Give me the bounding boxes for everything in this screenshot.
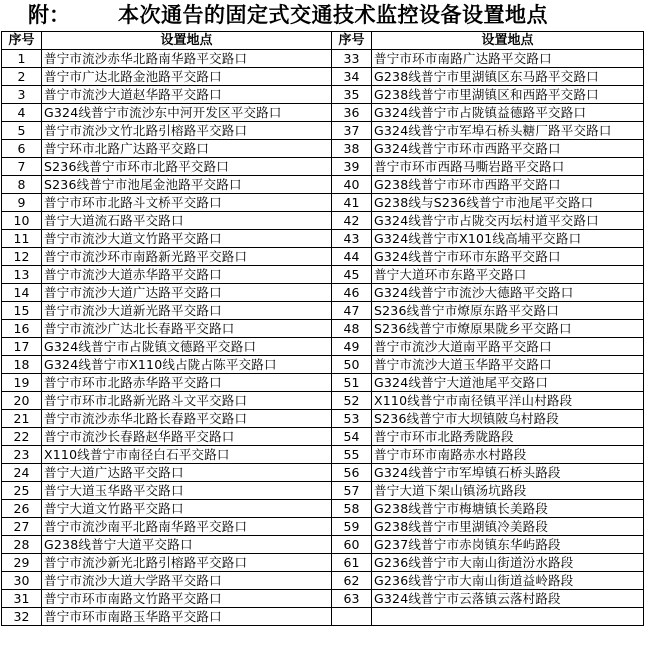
location-cell-right: 普宁大道下架山镇汤坑路段 <box>372 482 644 500</box>
table-row <box>2 140 644 158</box>
row-number-right: 62 <box>332 572 372 590</box>
table-row <box>2 464 644 482</box>
table-row <box>2 302 644 320</box>
table-row <box>2 248 644 266</box>
row-number-right: 45 <box>332 266 372 284</box>
row-number-right: 55 <box>332 446 372 464</box>
location-cell-right: 普宁市流沙大道玉华路平交路口 <box>372 356 644 374</box>
location-cell-left: 普宁市流沙大道新光路平交路口 <box>42 302 332 320</box>
row-number-right: 39 <box>332 158 372 176</box>
location-cell-right: G238线普宁市里湖镇区和西路平交路口 <box>372 86 644 104</box>
location-cell-left: G324线普宁市流沙东中河开发区平交路口 <box>42 104 332 122</box>
row-number-right: 51 <box>332 374 372 392</box>
row-number-left: 25 <box>2 482 42 500</box>
row-number-right: 52 <box>332 392 372 410</box>
location-cell-right: G236线普宁市大南山街道益岭路段 <box>372 572 644 590</box>
row-number-left: 2 <box>2 68 42 86</box>
row-number-left: 19 <box>2 374 42 392</box>
location-cell-right: G236线普宁市大南山街道汾水路段 <box>372 554 644 572</box>
row-number-left: 7 <box>2 158 42 176</box>
location-cell-left: 普宁市流沙文竹北路引榕路平交路口 <box>42 122 332 140</box>
location-cell-right: G324线普宁市流沙大德路平交路口 <box>372 284 644 302</box>
location-cell-right <box>372 608 644 626</box>
row-number-right: 36 <box>332 104 372 122</box>
table-row <box>2 392 644 410</box>
row-number-right: 61 <box>332 554 372 572</box>
location-cell-left: 普宁大道广达路平交路口 <box>42 464 332 482</box>
row-number-right: 63 <box>332 590 372 608</box>
table-row <box>2 410 644 428</box>
row-number-right: 47 <box>332 302 372 320</box>
row-number-left: 1 <box>2 50 42 68</box>
table-row <box>2 320 644 338</box>
location-cell-left: 普宁市环市南路文竹路平交路口 <box>42 590 332 608</box>
row-number-right: 59 <box>332 518 372 536</box>
location-cell-right: G238线普宁市里湖镇区东马路平交路口 <box>372 68 644 86</box>
row-number-left: 26 <box>2 500 42 518</box>
row-number-right: 41 <box>332 194 372 212</box>
row-number-left: 16 <box>2 320 42 338</box>
table-row <box>2 500 644 518</box>
table-row <box>2 482 644 500</box>
row-number-right: 58 <box>332 500 372 518</box>
table-row <box>2 536 644 554</box>
row-number-right: 56 <box>332 464 372 482</box>
location-cell-right: G324线普宁市占陇镇益德路平交路口 <box>372 104 644 122</box>
table-row <box>2 374 644 392</box>
location-cell-right: G324线普宁市环市东路平交路口 <box>372 248 644 266</box>
row-number-left: 3 <box>2 86 42 104</box>
row-number-left: 20 <box>2 392 42 410</box>
row-number-right: 38 <box>332 140 372 158</box>
table-row <box>2 518 644 536</box>
row-number-left: 4 <box>2 104 42 122</box>
table-row <box>2 68 644 86</box>
location-cell-left: 普宁市环市北路斗文桥平交路口 <box>42 194 332 212</box>
table-row <box>2 554 644 572</box>
row-number-left: 13 <box>2 266 42 284</box>
row-number-right: 48 <box>332 320 372 338</box>
table-header-row <box>2 32 644 50</box>
row-number-right: 57 <box>332 482 372 500</box>
table-row <box>2 176 644 194</box>
table-row <box>2 356 644 374</box>
location-cell-left: 普宁市流沙长春路赵华路平交路口 <box>42 428 332 446</box>
location-cell-right: G324线普宁市环市西路平交路口 <box>372 140 644 158</box>
row-number-left: 28 <box>2 536 42 554</box>
location-cell-left: 普宁市环市北路赤华路平交路口 <box>42 374 332 392</box>
location-cell-left: 普宁大道流石路平交路口 <box>42 212 332 230</box>
table-row <box>2 608 644 626</box>
title-prefix: 附： <box>28 3 70 27</box>
row-number-right: 42 <box>332 212 372 230</box>
location-cell-left: 普宁环市北路广达路平交路口 <box>42 140 332 158</box>
location-cell-right: G324线普宁市占陇交丙坛村道平交路口 <box>372 212 644 230</box>
location-cell-right: G324线普宁市云落镇云落村路段 <box>372 590 644 608</box>
location-cell-left: 普宁市流沙大道赤华路平交路口 <box>42 266 332 284</box>
location-cell-right: 普宁市环市南路广达路平交路口 <box>372 50 644 68</box>
header-seq-right: 序号 <box>332 32 372 50</box>
location-cell-left: G324线普宁市X110线占陇占陈平交路口 <box>42 356 332 374</box>
row-number-left: 12 <box>2 248 42 266</box>
location-cell-left: 普宁市流沙广达北长春路平交路口 <box>42 320 332 338</box>
row-number-left: 27 <box>2 518 42 536</box>
row-number-left: 14 <box>2 284 42 302</box>
table-row <box>2 572 644 590</box>
location-cell-right: S236线普宁市大坝镇陂乌村路段 <box>372 410 644 428</box>
location-cell-right: 普宁市环市南路赤水村路段 <box>372 446 644 464</box>
table-row <box>2 122 644 140</box>
table-row <box>2 212 644 230</box>
location-cell-left: 普宁大道玉华路平交路口 <box>42 482 332 500</box>
location-cell-left: 普宁市环市南路玉华路平交路口 <box>42 608 332 626</box>
row-number-right: 49 <box>332 338 372 356</box>
row-number-left: 21 <box>2 410 42 428</box>
table-row <box>2 338 644 356</box>
location-cell-left: 普宁市流沙大道文竹路平交路口 <box>42 230 332 248</box>
table-row <box>2 590 644 608</box>
location-cell-left: G324线普宁市占陇镇文德路平交路口 <box>42 338 332 356</box>
location-cell-right: S236线普宁市燎原东路平交路口 <box>372 302 644 320</box>
location-cell-right: 普宁市环市西路马嘶岩路平交路口 <box>372 158 644 176</box>
location-cell-left: 普宁市流沙赤华北路南华路平交路口 <box>42 50 332 68</box>
row-number-right: 44 <box>332 248 372 266</box>
row-number-right: 53 <box>332 410 372 428</box>
location-cell-left: S236线普宁市环市北路平交路口 <box>42 158 332 176</box>
title-text: 本次通告的固定式交通技术监控设备设置地点 <box>118 3 548 27</box>
row-number-left: 6 <box>2 140 42 158</box>
location-cell-left: 普宁市广达北路金池路平交路口 <box>42 68 332 86</box>
header-location-left: 设置地点 <box>42 32 332 50</box>
location-cell-right: 普宁市流沙大道南平路平交路口 <box>372 338 644 356</box>
location-cell-right: G238线普宁市里湖镇冷美路段 <box>372 518 644 536</box>
header-location-right: 设置地点 <box>372 32 644 50</box>
location-cell-left: 普宁市流沙环市南路新光路平交路口 <box>42 248 332 266</box>
row-number-right: 33 <box>332 50 372 68</box>
location-cell-right: G237线普宁市赤岗镇东华屿路段 <box>372 536 644 554</box>
location-cell-right: G324线普宁市X101线高埔平交路口 <box>372 230 644 248</box>
location-cell-left: 普宁市流沙赤华北路长春路平交路口 <box>42 410 332 428</box>
table-row <box>2 86 644 104</box>
row-number-right: 37 <box>332 122 372 140</box>
table-row <box>2 104 644 122</box>
row-number-left: 11 <box>2 230 42 248</box>
row-number-left: 10 <box>2 212 42 230</box>
location-cell-right: G324线普宁市军埠镇石桥头路段 <box>372 464 644 482</box>
row-number-left: 30 <box>2 572 42 590</box>
table-row <box>2 230 644 248</box>
table-row <box>2 428 644 446</box>
document-title <box>0 0 645 31</box>
row-number-right: 50 <box>332 356 372 374</box>
row-number-left: 18 <box>2 356 42 374</box>
location-cell-left: 普宁大道文竹路平交路口 <box>42 500 332 518</box>
table-row <box>2 266 644 284</box>
location-cell-left: 普宁市流沙大道赵华路平交路口 <box>42 86 332 104</box>
row-number-left: 17 <box>2 338 42 356</box>
location-cell-right: G324线普宁市军埠石桥头糖厂路平交路口 <box>372 122 644 140</box>
location-cell-left: 普宁市流沙新光北路引榕路平交路口 <box>42 554 332 572</box>
location-cell-right: G238线普宁市环市西路平交路口 <box>372 176 644 194</box>
table-body <box>2 50 644 626</box>
table-row <box>2 446 644 464</box>
location-cell-left: G238线普宁大道平交路口 <box>42 536 332 554</box>
row-number-left: 9 <box>2 194 42 212</box>
table-row <box>2 194 644 212</box>
row-number-right <box>332 608 372 626</box>
location-cell-left: 普宁市流沙大道大学路平交路口 <box>42 572 332 590</box>
row-number-left: 23 <box>2 446 42 464</box>
location-cell-right: G238线普宁市梅塘镇长美路段 <box>372 500 644 518</box>
location-cell-right: G324线普宁大道池尾平交路口 <box>372 374 644 392</box>
row-number-right: 35 <box>332 86 372 104</box>
row-number-left: 29 <box>2 554 42 572</box>
location-cell-right: G238线与S236线普宁市池尾平交路口 <box>372 194 644 212</box>
location-cell-right: 普宁大道环市东路平交路口 <box>372 266 644 284</box>
location-cell-right: X110线普宁市南径镇平洋山村路段 <box>372 392 644 410</box>
row-number-left: 15 <box>2 302 42 320</box>
row-number-right: 40 <box>332 176 372 194</box>
location-cell-left: X110线普宁市南径白石平交路口 <box>42 446 332 464</box>
location-cell-left: 普宁市流沙南平北路南华路平交路口 <box>42 518 332 536</box>
row-number-left: 5 <box>2 122 42 140</box>
row-number-right: 54 <box>332 428 372 446</box>
row-number-right: 43 <box>332 230 372 248</box>
row-number-right: 34 <box>332 68 372 86</box>
header-seq-left: 序号 <box>2 32 42 50</box>
row-number-left: 32 <box>2 608 42 626</box>
location-cell-right: 普宁市环市北路秀陇路段 <box>372 428 644 446</box>
row-number-right: 46 <box>332 284 372 302</box>
table-row <box>2 158 644 176</box>
row-number-left: 24 <box>2 464 42 482</box>
table-row <box>2 50 644 68</box>
location-cell-left: 普宁市环市北路新光路斗文平交路口 <box>42 392 332 410</box>
location-cell-left: 普宁市流沙大道广达路平交路口 <box>42 284 332 302</box>
row-number-left: 31 <box>2 590 42 608</box>
row-number-right: 60 <box>332 536 372 554</box>
row-number-left: 22 <box>2 428 42 446</box>
row-number-left: 8 <box>2 176 42 194</box>
table-row <box>2 284 644 302</box>
location-cell-left: S236线普宁市池尾金池路平交路口 <box>42 176 332 194</box>
location-cell-right: S236线普宁市燎原果陇乡平交路口 <box>372 320 644 338</box>
location-table <box>1 31 644 626</box>
